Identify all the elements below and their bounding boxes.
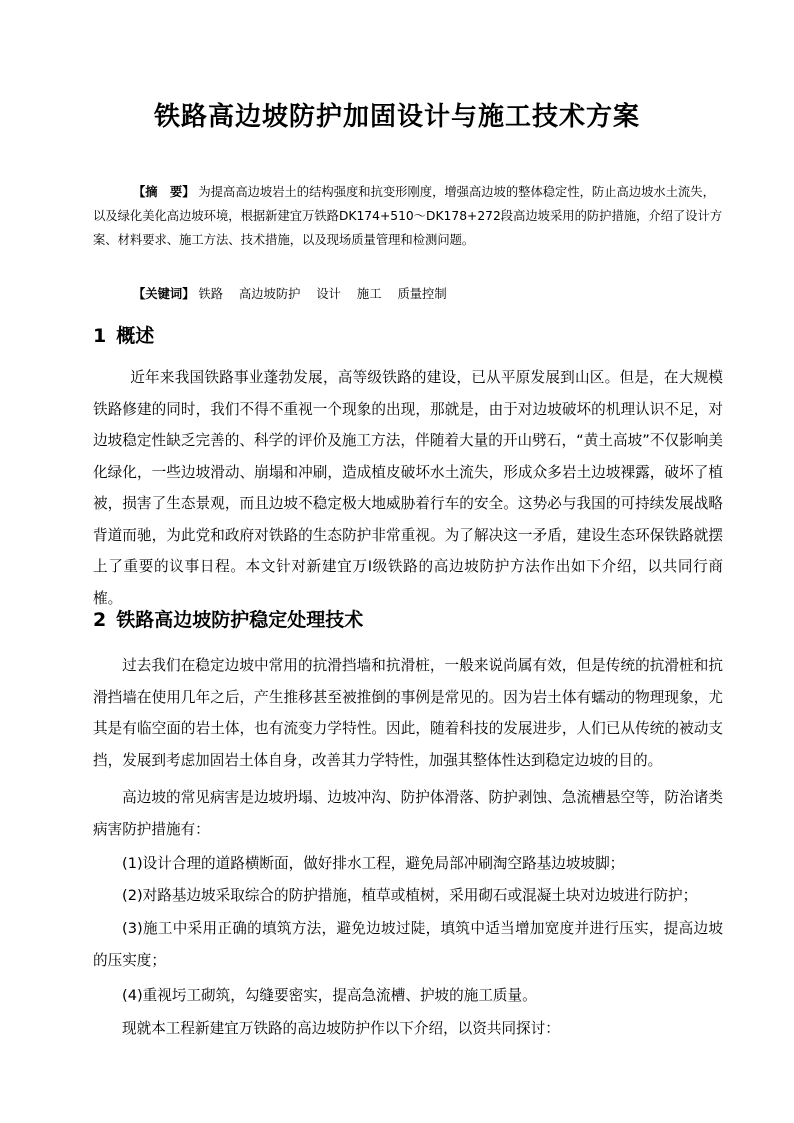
list-item-text: (1)设计合理的道路横断面，做好排水工程，避免局部冲刷淘空路基边坡坡脚； [122, 855, 625, 872]
keyword: 铁路 [198, 287, 224, 301]
paragraph [93, 650, 723, 776]
section-heading [93, 321, 154, 351]
list-item-text: (4)重视圬工砌筑，勾缝要密实，提高急流槽、护坡的施工质量。 [122, 987, 537, 1004]
list-item [93, 848, 723, 880]
paragraph-text: 现就本工程新建宜万铁路的高边坡防护作以下介绍，以资共同探讨： [122, 1020, 560, 1037]
document-title: 铁路高边坡防护加固设计与施工技术方案 [153, 102, 640, 132]
abstract [93, 180, 723, 252]
list-item-text: (3)施工中采用正确的填筑方法，避免边坡过陡，填筑中适当增加宽度并进行压实，提高边坡的压实度； [93, 920, 723, 969]
abstract-text: 为提高高边坡岩土的结构强度和抗变形刚度，增强高边坡的整体稳定性，防止高边坡水土流失，以及绿化美化高边坡环境，根据新建宜万铁路DK174+510～DK178+272段高边坡采用的防护措施，介绍了设计方案、材料要求、施工方法、技术措施，以及现场质量管理和检测问题。 [93, 185, 723, 247]
section-title: 概述 [116, 325, 155, 347]
keywords [133, 282, 723, 306]
list-item-text: (2)对路基边坡采取综合的防护措施，植草或植树，采用砌石或混凝土块对边坡进行防护； [122, 887, 698, 904]
section-number: 1 [93, 325, 107, 347]
paragraph-text: 近年来我国铁路事业蓬勃发展，高等级铁路的建设，已从平原发展到山区。但是，在大规模铁路修建的同时，我们不得不重视一个现象的出现，那就是，由于对边坡破坏的机理认识不足，对边坡稳定性缺乏完善的、科学的评价及施工方法，伴随着大量的开山劈石，“黄土高坡”不仅影响美化绿化，一些边坡滑动、崩塌和冲刷，造成植皮破坏水土流失，形成众多岩土边坡裸露，破坏了植被，损害了生态景观，而且边坡不稳定极大地威胁着行车的安全。这势必与我国的可持续发展战略背道而驰，为此党和政府对铁路的生态防护非常重视。为了解决这一矛盾，建设生态环保铁路就摆上了重要的议事日程。本文针对新建宜万Ⅰ级铁路的高边坡防护方法作出如下介绍，以共同行商榷。 [93, 369, 723, 607]
paragraph-text: 过去我们在稳定边坡中常用的抗滑挡墙和抗滑桩，一般来说尚属有效，但是传统的抗滑桩和抗滑挡墙在使用几年之后，产生推移甚至被推倒的事例是常见的。因为岩土体有蠕动的物理现象，尤其是有临空面的岩土体，也有流变力学特性。因此，随着科技的发展进步，人们已从传统的被动支挡，发展到考虑加固岩土体自身，改善其力学特性，加强其整体性达到稳定边坡的目的。 [93, 657, 723, 769]
paragraph [93, 1013, 723, 1045]
section-heading [93, 605, 363, 635]
abstract-label: 【摘 要】 [133, 185, 195, 199]
keyword: 设计 [316, 287, 341, 301]
list-item [93, 880, 723, 912]
paragraph [93, 782, 723, 845]
keyword: 施工 [356, 287, 382, 301]
keyword: 高边坡防护 [238, 287, 301, 301]
section-number: 2 [93, 609, 107, 631]
list-item [93, 980, 723, 1012]
keywords-label: 【关键词】 [133, 287, 195, 301]
keyword: 质量控制 [397, 287, 447, 301]
list-item [93, 913, 723, 976]
paragraph [93, 362, 723, 614]
section-title: 铁路高边坡防护稳定处理技术 [116, 609, 364, 631]
paragraph-text: 高边坡的常见病害是边坡坍塌、边坡冲沟、防护体滑落、防护剥蚀、急流槽悬空等，防治诸类病害防护措施有： [93, 789, 723, 838]
